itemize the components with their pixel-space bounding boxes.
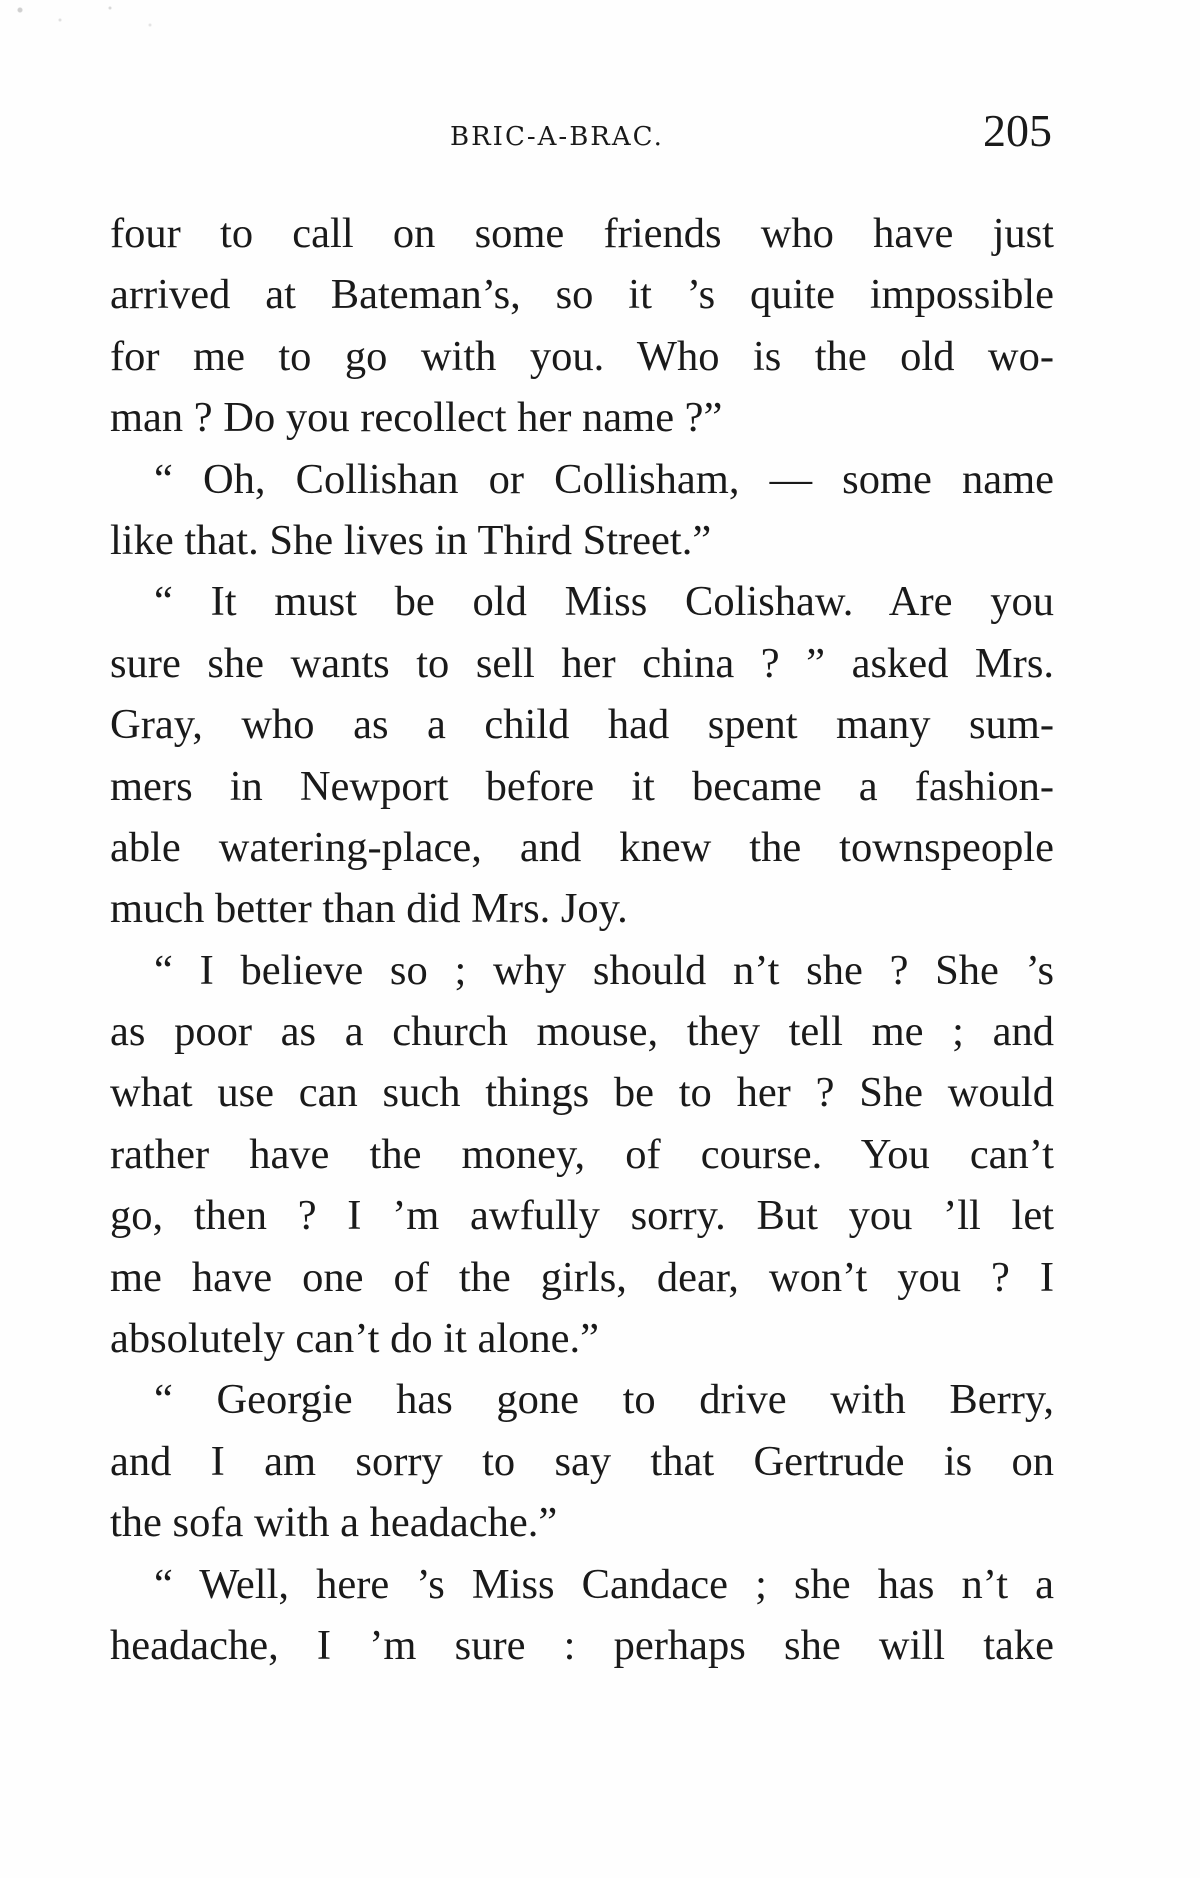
text-line: “ It must be old Miss Colishaw. Are you (154, 578, 1054, 626)
text-line: rather have the money, of course. You can’t (110, 1130, 1054, 1178)
text-line: “ Well, here ’s Miss Candace ; she has n’t a (154, 1560, 1054, 1608)
scan-speckle (0, 0, 200, 60)
body-text (110, 203, 1054, 1676)
text-line: sure she wants to sell her china ? ” asked Mrs. (110, 639, 1054, 687)
text-line: arrived at Bateman’s, so it ’s quite impossible (110, 271, 1054, 319)
text-line: like that. She lives in Third Street.” (110, 516, 712, 564)
text-line: Gray, who as a child had spent many sum- (110, 701, 1054, 749)
text-line: mers in Newport before it became a fashion- (110, 762, 1054, 810)
text-line: “ Oh, Collishan or Collisham, — some name (154, 455, 1054, 503)
text-line: absolutely can’t do it alone.” (110, 1315, 599, 1363)
text-line: go, then ? I ’m awfully sorry. But you ’ll let (110, 1192, 1054, 1240)
text-line: the sofa with a headache.” (110, 1499, 558, 1547)
text-line: able watering-place, and knew the townspeople (110, 823, 1054, 871)
text-line: man ? Do you recollect her name ?” (110, 394, 723, 442)
text-line: four to call on some friends who have just (110, 210, 1054, 257)
text-line: headache, I ’m sure : perhaps she will take (110, 1621, 1054, 1669)
page-number: 205 (983, 105, 1052, 156)
text-line: “ Georgie has gone to drive with Berry, (154, 1376, 1054, 1424)
text-line: for me to go with you. Who is the old wo- (110, 332, 1054, 380)
text-line: “ I believe so ; why should n’t she ? She ’s (154, 946, 1054, 994)
text-line: me have one of the girls, dear, won’t you ? I (110, 1253, 1054, 1301)
running-head: BRIC-A-BRAC. (450, 122, 664, 152)
text-line: much better than did Mrs. Joy. (110, 885, 628, 933)
text-line: as poor as a church mouse, they tell me ; and (110, 1008, 1054, 1056)
text-line: and I am sorry to say that Gertrude is on (110, 1437, 1054, 1485)
text-line: what use can such things be to her ? She would (110, 1069, 1054, 1117)
